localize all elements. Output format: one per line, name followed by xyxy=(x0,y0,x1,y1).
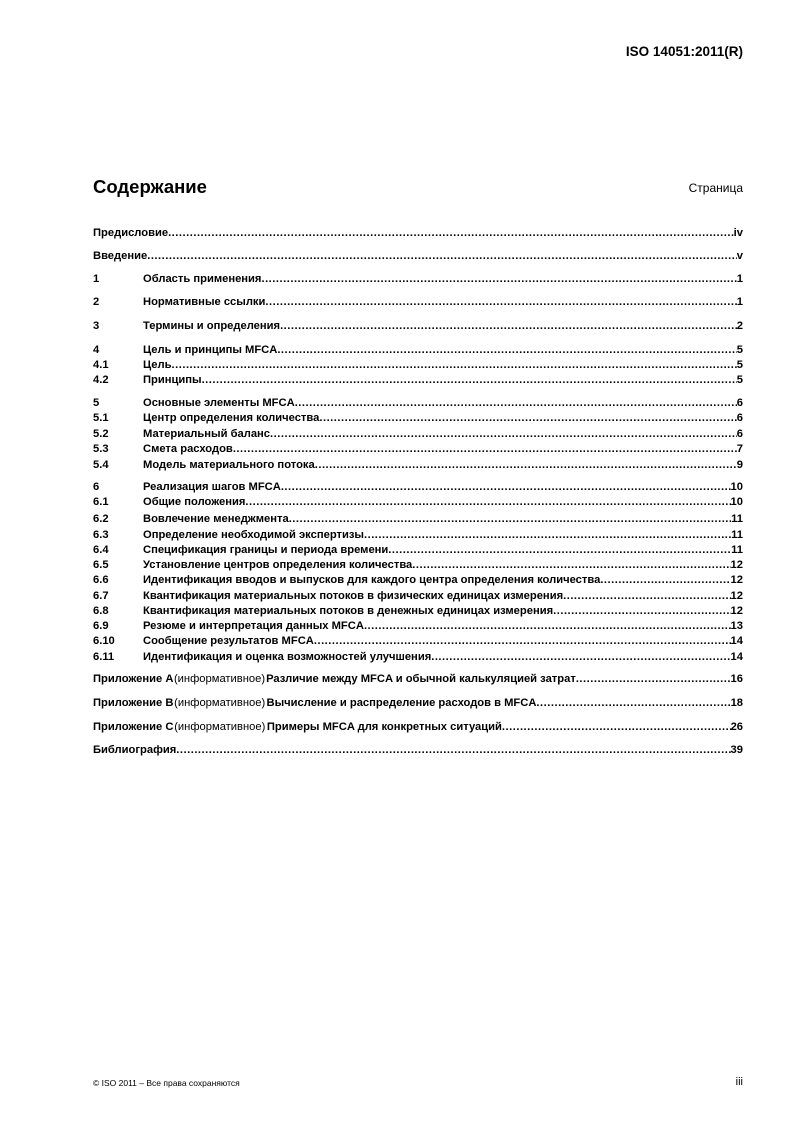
toc-leader-dots xyxy=(281,480,731,494)
toc-leader-dots xyxy=(172,358,737,372)
toc-entry-page: 10 xyxy=(730,496,743,508)
toc-entry-number: 6 xyxy=(93,481,100,493)
toc-entry-6-11[interactable] xyxy=(93,650,743,664)
toc-entry-5-1[interactable] xyxy=(93,411,743,425)
toc-leader-dots xyxy=(502,720,731,734)
toc-entry-text: Библиография xyxy=(93,744,177,756)
toc-entry-page: 11 xyxy=(731,544,743,556)
toc-entry-text: Общие положения xyxy=(143,496,246,508)
toc-leader-dots xyxy=(176,743,730,757)
toc-leader-dots xyxy=(289,512,731,526)
toc-leader-dots xyxy=(319,411,736,425)
toc-entry-number: 6.7 xyxy=(93,590,109,602)
toc-entry-number: 6.3 xyxy=(93,529,109,541)
toc-entry-6-5[interactable] xyxy=(93,558,743,572)
toc-entry-text: Сообщение результатов MFCA xyxy=(143,635,314,647)
toc-entry-6-10[interactable] xyxy=(93,634,743,648)
toc-entry-number: 4.2 xyxy=(93,374,109,386)
toc-entry-page: 12 xyxy=(730,574,743,586)
toc-leader-dots xyxy=(168,226,734,240)
toc-entry-text: Смета расходов xyxy=(143,443,233,455)
toc-leader-dots xyxy=(261,272,736,286)
toc-leader-dots xyxy=(536,696,730,710)
toc-annex-c[interactable] xyxy=(93,720,743,734)
toc-entry-6-8[interactable] xyxy=(93,604,743,618)
toc-entry-number: 6.10 xyxy=(93,635,115,647)
toc-entry-number: 5.3 xyxy=(93,443,109,455)
toc-entry-text: Материальный баланс xyxy=(143,428,271,440)
document-code: ISO 14051:2011(R) xyxy=(625,44,743,59)
toc-entry-page: 6 xyxy=(736,397,743,409)
toc-leader-dots xyxy=(576,672,731,686)
toc-entry-introduction[interactable] xyxy=(93,249,743,263)
footer-copyright: © ISO 2011 – Все права сохраняются xyxy=(93,1078,240,1088)
toc-leader-dots xyxy=(265,295,736,309)
toc-entry-page: 14 xyxy=(730,635,743,647)
toc-entry-text: Вовлечение менеджмента xyxy=(143,513,289,525)
toc-annex-a[interactable] xyxy=(93,672,743,686)
toc-entry-6-2[interactable] xyxy=(93,512,743,526)
toc-annex-text: Примеры MFCA для конкретных ситуаций xyxy=(266,721,502,733)
toc-entry-text: Спецификация границы и периода времени xyxy=(143,544,389,556)
toc-annex-text: Различие между MFCA и обычной калькуляцией затрат xyxy=(266,673,576,685)
toc-entry-number: 4 xyxy=(93,344,100,356)
toc-annex-b[interactable] xyxy=(93,696,743,710)
toc-entry-3[interactable] xyxy=(93,319,743,333)
toc-leader-dots xyxy=(364,528,731,542)
toc-annex-type: (информативное) xyxy=(173,673,266,685)
toc-entry-text: Резюме и интерпретация данных MFCA xyxy=(143,620,364,632)
toc-entry-page: 1 xyxy=(736,296,743,308)
toc-entry-number: 5.2 xyxy=(93,428,109,440)
toc-annex-label: Приложение В xyxy=(93,697,174,709)
toc-entry-page: 26 xyxy=(730,721,743,733)
toc-entry-4[interactable] xyxy=(93,343,743,357)
toc-entry-text: Реализация шагов MFCA xyxy=(143,481,281,493)
toc-entry-number: 1 xyxy=(93,273,100,285)
toc-leader-dots xyxy=(233,442,737,456)
toc-leader-dots xyxy=(315,458,737,472)
toc-leader-dots xyxy=(431,650,730,664)
toc-entry-1[interactable] xyxy=(93,272,743,286)
toc-leader-dots xyxy=(388,543,731,557)
footer-page-number: iii xyxy=(735,1076,743,1088)
toc-entry-text: Нормативные ссылки xyxy=(143,296,266,308)
toc-leader-dots xyxy=(553,604,730,618)
toc-entry-text: Область применения xyxy=(143,273,262,285)
toc-entry-number: 6.1 xyxy=(93,496,109,508)
toc-entry-page: 11 xyxy=(731,529,743,541)
toc-entry-page: 5 xyxy=(736,359,743,371)
toc-entry-page: 16 xyxy=(730,673,743,685)
toc-entry-page: 7 xyxy=(736,443,743,455)
toc-entry-text: Определение необходимой экспертизы xyxy=(143,529,364,541)
toc-entry-page: iv xyxy=(733,227,743,239)
toc-entry-page: 12 xyxy=(730,559,743,571)
toc-entry-text: Модель материального потока xyxy=(143,459,315,471)
toc-entry-number: 6.2 xyxy=(93,513,109,525)
toc-entry-number: 6.8 xyxy=(93,605,109,617)
toc-entry-foreword[interactable] xyxy=(93,226,743,240)
toc-entry-page: 11 xyxy=(731,513,743,525)
toc-entry-page: 13 xyxy=(730,620,743,632)
toc-entry-5-2[interactable] xyxy=(93,427,743,441)
toc-leader-dots xyxy=(245,495,730,509)
toc-entry-page: 9 xyxy=(736,459,743,471)
toc-annex-text: Вычисление и распределение расходов в MFCA xyxy=(266,697,537,709)
toc-entry-page: 14 xyxy=(730,651,743,663)
toc-annex-type: (информативное) xyxy=(174,697,266,709)
toc-entry-number: 6.11 xyxy=(93,651,115,663)
toc-entry-text: Установление центров определения количества xyxy=(143,559,413,571)
toc-entry-number: 6.5 xyxy=(93,559,109,571)
toc-entry-number: 5 xyxy=(93,397,100,409)
toc-entry-5-4[interactable] xyxy=(93,458,743,472)
toc-entry-6-4[interactable] xyxy=(93,543,743,557)
toc-page-label: Страница xyxy=(688,181,743,195)
toc-entry-number: 4.1 xyxy=(93,359,109,371)
toc-entry-number: 5.1 xyxy=(93,412,109,424)
toc-entry-text: Термины и определения xyxy=(143,320,281,332)
toc-entry-page: 5 xyxy=(736,374,743,386)
toc-entry-page: 39 xyxy=(730,744,743,756)
toc-entry-number: 3 xyxy=(93,320,100,332)
toc-entry-number: 2 xyxy=(93,296,100,308)
toc-entry-text: Основные элементы MFCA xyxy=(143,397,295,409)
toc-entry-2[interactable] xyxy=(93,295,743,309)
toc-leader-dots xyxy=(600,573,730,587)
toc-entry-page: 2 xyxy=(736,320,743,332)
toc-entry-4-1[interactable] xyxy=(93,358,743,372)
toc-entry-number: 5.4 xyxy=(93,459,109,471)
toc-entry-5[interactable] xyxy=(93,396,743,410)
toc-leader-dots xyxy=(147,249,737,263)
toc-annex-label: Приложение С xyxy=(93,721,174,733)
toc-entry-4-2[interactable] xyxy=(93,373,743,387)
toc-leader-dots xyxy=(270,427,737,441)
toc-entry-text: Идентификация вводов и выпусков для каждого центра определения количества xyxy=(143,574,601,586)
toc-entry-page: 12 xyxy=(730,605,743,617)
toc-entry-text: Принципы xyxy=(143,374,202,386)
toc-entry-page: v xyxy=(736,250,743,262)
toc-leader-dots xyxy=(314,634,731,648)
toc-entry-text: Квантификация материальных потоков в физических единицах измерения xyxy=(143,590,564,602)
toc-entry-page: 12 xyxy=(730,590,743,602)
toc-entry-page: 10 xyxy=(730,481,743,493)
toc-entry-6-3[interactable] xyxy=(93,528,743,542)
toc-annex-label: Приложение А xyxy=(93,673,174,685)
toc-entry-text: Введение xyxy=(93,250,148,262)
toc-annex-type: (информативное) xyxy=(174,721,266,733)
toc-leader-dots xyxy=(295,396,737,410)
toc-entry-bibliography[interactable] xyxy=(93,743,743,757)
toc-title: Содержание xyxy=(93,176,207,197)
toc-leader-dots xyxy=(277,343,736,357)
toc-entry-text: Цель и принципы MFCA xyxy=(143,344,278,356)
toc-entry-6-6[interactable] xyxy=(93,573,743,587)
toc-entry-6[interactable] xyxy=(93,480,743,494)
toc-entry-text: Цель xyxy=(143,359,172,371)
toc-leader-dots xyxy=(280,319,737,333)
toc-entry-page: 6 xyxy=(736,428,743,440)
toc-entry-6-9[interactable] xyxy=(93,619,743,633)
toc-entry-page: 18 xyxy=(730,697,743,709)
toc-entry-number: 6.4 xyxy=(93,544,109,556)
toc-leader-dots xyxy=(364,619,731,633)
toc-entry-text: Центр определения количества xyxy=(143,412,320,424)
toc-entry-text: Квантификация материальных потоков в денежных единицах измерения xyxy=(143,605,554,617)
toc-entry-6-7[interactable] xyxy=(93,589,743,603)
toc-entry-text: Предисловие xyxy=(93,227,169,239)
toc-entry-number: 6.9 xyxy=(93,620,109,632)
toc-entry-text: Идентификация и оценка возможностей улучшения xyxy=(143,651,432,663)
toc-leader-dots xyxy=(412,558,730,572)
toc-leader-dots xyxy=(202,373,737,387)
toc-entry-6-1[interactable] xyxy=(93,495,743,509)
toc-entry-number: 6.6 xyxy=(93,574,109,586)
toc-entry-page: 5 xyxy=(736,344,743,356)
toc-entry-page: 6 xyxy=(736,412,743,424)
toc-leader-dots xyxy=(563,589,730,603)
toc-entry-5-3[interactable] xyxy=(93,442,743,456)
toc-entry-page: 1 xyxy=(736,273,743,285)
